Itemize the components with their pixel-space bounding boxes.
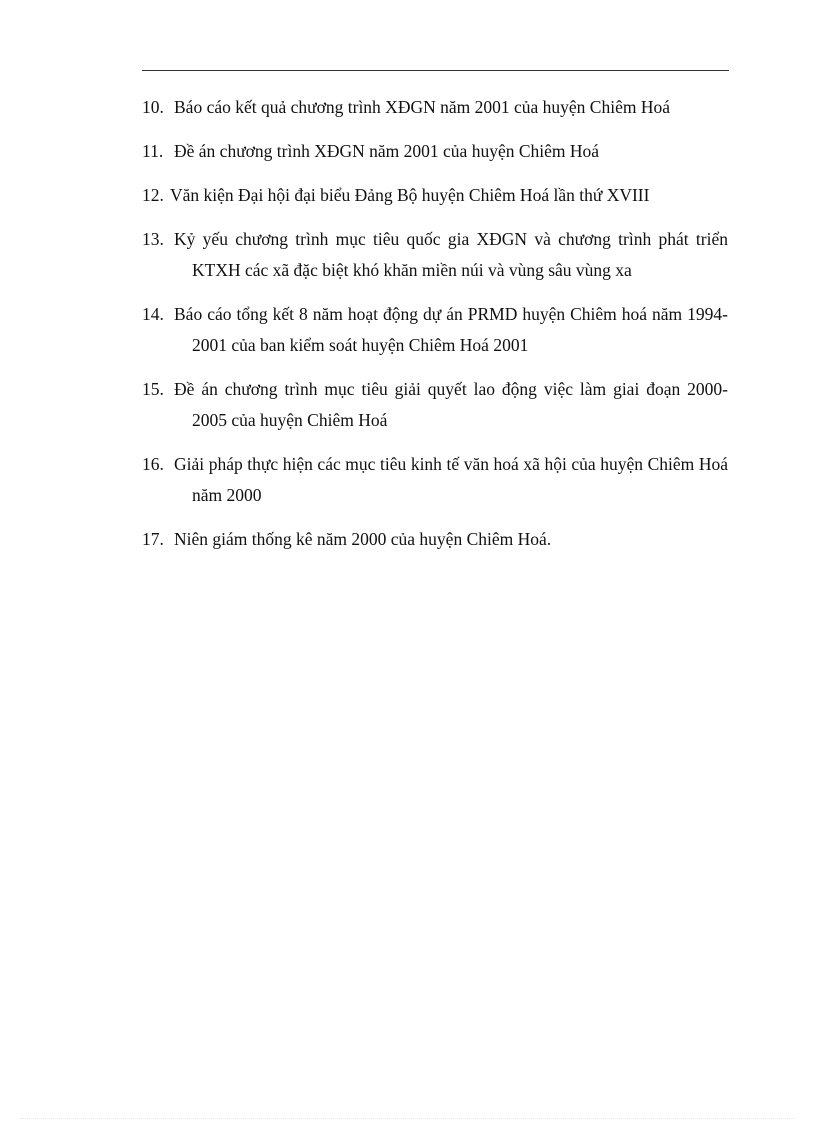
reference-text: Đề án chương trình mục tiêu giải quyết lao động việc làm giai đoạn 2000- 2005 của huyện Chiêm Hoá bbox=[174, 379, 728, 430]
reference-text: Đề án chương trình XĐGN năm 2001 của huyện Chiêm Hoá bbox=[174, 141, 600, 161]
reference-text: Báo cáo kết quả chương trình XĐGN năm 2001 của huyện Chiêm Hoá bbox=[174, 97, 670, 117]
reference-number: 13. bbox=[142, 229, 164, 249]
reference-number: 14. bbox=[142, 304, 164, 324]
reference-text: Báo cáo tổng kết 8 năm hoạt động dự án PRMD huyện Chiêm hoá năm 1994- 2001 của ban kiểm soát huyện Chiêm Hoá 2001 bbox=[174, 304, 728, 355]
reference-item-11 bbox=[142, 136, 728, 167]
reference-number: 16. bbox=[142, 454, 164, 474]
reference-list bbox=[142, 92, 728, 568]
reference-number: 10. bbox=[142, 97, 164, 117]
reference-number: 11. bbox=[142, 141, 164, 161]
reference-number: 17. bbox=[142, 529, 164, 549]
reference-number: 12. bbox=[142, 185, 164, 205]
reference-item-10 bbox=[142, 92, 728, 123]
reference-text: Niên giám thống kê năm 2000 của huyện Chiêm Hoá. bbox=[174, 529, 552, 549]
reference-item-14 bbox=[142, 299, 728, 361]
reference-item-16 bbox=[142, 449, 728, 511]
reference-item-17 bbox=[142, 524, 728, 555]
reference-text: Văn kiện Đại hội đại biểu Đảng Bộ huyện Chiêm Hoá lần thứ XVIII bbox=[170, 185, 650, 205]
header-divider bbox=[142, 70, 729, 71]
reference-number: 15. bbox=[142, 379, 164, 399]
reference-item-12 bbox=[142, 180, 728, 211]
page-bottom-edge bbox=[20, 1118, 796, 1119]
reference-text: Giải pháp thực hiện các mục tiêu kinh tế văn hoá xã hội của huyện Chiêm Hoá năm 2000 bbox=[174, 454, 728, 505]
reference-text: Kỷ yếu chương trình mục tiêu quốc gia XĐGN và chương trình phát triển KTXH các xã đặc biệt khó khăn miền núi và vùng sâu vùng xa bbox=[174, 229, 728, 280]
reference-item-13 bbox=[142, 224, 728, 286]
reference-item-15 bbox=[142, 374, 728, 436]
